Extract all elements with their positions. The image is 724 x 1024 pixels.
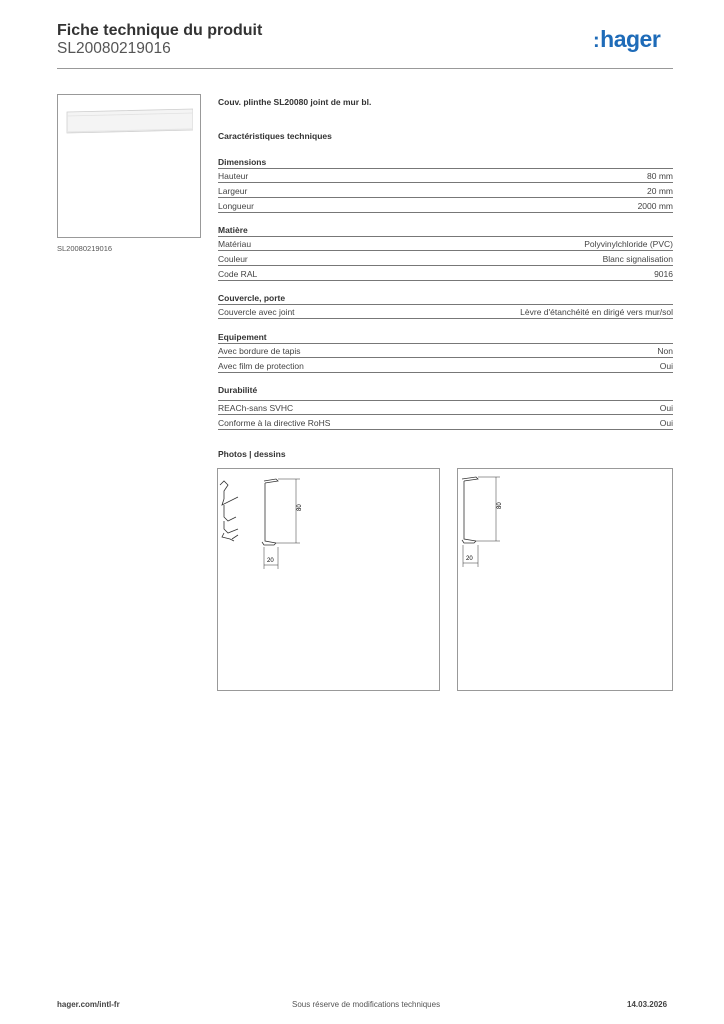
spec-row [218,343,673,358]
spec-value: Oui [659,361,673,371]
spec-label: Couleur [218,254,248,264]
spec-row [218,304,673,319]
spec-row [218,236,673,251]
spec-row [218,168,673,183]
product-image-frame [57,94,201,238]
drawing-width-label: 20 [267,558,274,564]
spec-label: Matériau [218,239,252,249]
spec-label: Largeur [218,186,248,196]
spec-row [218,251,673,266]
product-description: Couv. plinthe SL20080 joint de mur bl. [218,97,372,107]
technical-drawing-2-svg [458,469,672,690]
section-title-equipment: Equipement [218,332,267,342]
spec-value: Polyvinylchloride (PVC) [584,239,673,249]
spec-label: REACh-sans SVHC [218,403,294,413]
spec-label: Longueur [218,201,254,211]
logo-colon-mark: : [593,30,600,52]
drawings-heading: Photos | dessins [218,449,286,459]
spec-value: Blanc signalisation [602,254,673,264]
drawing-width-label: 20 [466,556,473,562]
spec-label: Avec film de protection [218,361,304,371]
technical-drawing-2 [457,468,673,691]
header-divider [57,68,673,69]
logo-text: hager [600,26,661,52]
spec-value: Non [657,346,673,356]
spec-label: Conforme à la directive RoHS [218,418,331,428]
section-title-material: Matière [218,225,248,235]
hager-logo [593,26,660,53]
spec-value: Oui [659,403,673,413]
footer-disclaimer: Sous réserve de modifications techniques [292,1000,441,1009]
technical-drawing-1 [217,468,440,691]
spec-value: Lèvre d'étanchéité en dirigé vers mur/sol [520,307,673,317]
spec-value: 80 mm [647,171,673,181]
spec-value: Oui [659,418,673,428]
technical-drawing-1-svg [218,469,439,690]
spec-row [218,198,673,213]
spec-value: 2000 mm [637,201,673,211]
drawing-height-label: 80 [297,504,303,511]
drawing-height-label: 80 [497,502,503,509]
spec-value: 9016 [654,269,673,279]
spec-label: Code RAL [218,269,258,279]
product-image [65,108,193,134]
spec-row [218,266,673,281]
spec-value: 20 mm [647,186,673,196]
spec-row [218,358,673,373]
section-title-cover: Couvercle, porte [218,293,286,303]
spec-row [218,183,673,198]
footer-date: 14.03.2026 [627,1000,668,1009]
page-title: Fiche technique du produit [57,22,263,39]
spec-row [218,415,673,430]
spec-label: Avec bordure de tapis [218,346,301,356]
product-image-caption: SL20080219016 [57,244,113,253]
product-reference: SL20080219016 [57,40,171,57]
section-title-dimensions: Dimensions [218,157,267,167]
spec-row [218,400,673,415]
spec-label: Hauteur [218,171,249,181]
section-title-durability: Durabilité [218,385,258,395]
spec-label: Couvercle avec joint [218,307,295,317]
footer-website: hager.com/intl-fr [57,1000,120,1009]
characteristics-heading: Caractéristiques techniques [218,131,332,141]
